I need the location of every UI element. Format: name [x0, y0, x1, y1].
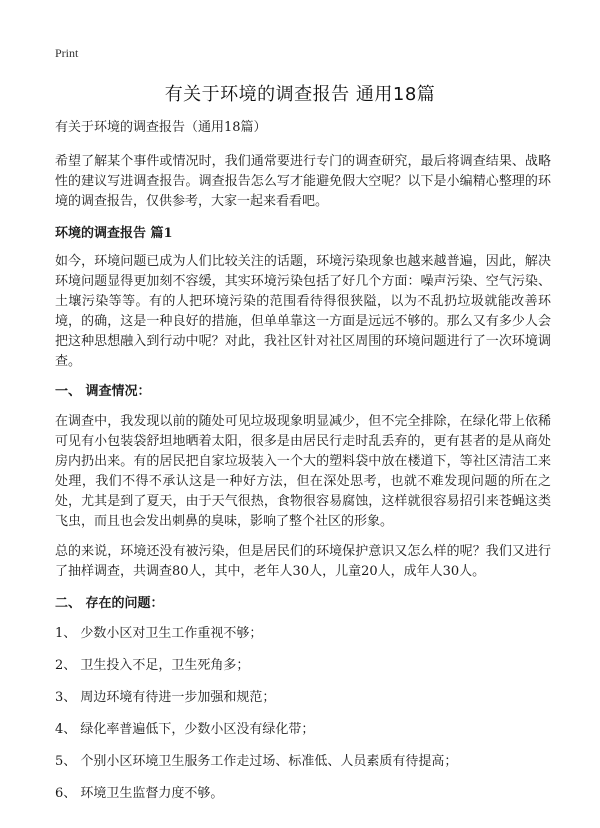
problem-item: 5、 个别小区环境卫生服务工作走过场、标准低、人员素质有待提高； — [55, 754, 458, 769]
problem-item: 6、 环境卫生监督力度不够。 — [55, 786, 224, 801]
paragraph-1: 如今，环境问题已成为人们比较关注的话题，环境污染现象也越来越普遍，因此，解决环境问题显得更加刻不容缓，其实环境污染包括了好几个方面：噪声污染、空气污染、土壤污染等等。有的人把环境污染的范围看待得很狭隘，以为不乱扔垃圾就能改善环境，的确，这是一种良好的措施，但单单靠这一方面是远远不够的。那么又有多少人会把这种思想融入到行动中呢？对此，我社区针对社区周围的环境问题进行了一次环境调查。 — [55, 254, 551, 369]
section-heading-survey: 一、 调查情况： — [55, 384, 151, 399]
intro-paragraph: 希望了解某个事件或情况时，我们通常要进行专门的调查研究，最后将调查结果、战略性的建议写进调查报告。调查报告怎么写才能避免假大空呢？以下是小编精心整理的环境的调查报告，仅供参考，大家一起来看看吧。 — [55, 154, 551, 209]
document-body — [55, 118, 551, 816]
paragraph-2: 在调查中，我发现以前的随处可见垃圾现象明显减少，但不完全排除，在绿化带上依稀可见有小包装袋舒坦地晒着太阳，很多是由居民行走时乱丢弃的，更有甚者的是从商处房内扔出来。有的居民把自家垃圾装入一个大的塑料袋中放在楼道下，等社区清洁工来处理，我们不得不承认这是一种好方法，但在深处思考，也就不难发现问题的所在之处，尤其是到了夏天，由于天气很热，食物很容易腐蚀，这样就很容易招引来苍蝇这类飞虫，而且也会发出刺鼻的臭味，影响了整个社区的形象。 — [55, 414, 551, 529]
problem-item: 3、 周边环境有待进一步加强和规范； — [55, 690, 276, 705]
problem-item: 1、 少数小区对卫生工作重视不够； — [55, 626, 263, 641]
paragraph-3: 总的来说，环境还没有被污染，但是居民们的环境保护意识又怎么样的呢？我们又进行了抽样调查，共调查80人，其中，老年人30人，儿童20人，成年人30人。 — [55, 544, 551, 579]
section-heading-problems: 二、 存在的问题： — [55, 596, 164, 611]
document-subtitle: 有关于环境的调查报告（通用18篇） — [55, 120, 267, 135]
document-title: 有关于环境的调查报告 通用18篇 — [164, 84, 436, 105]
article-heading: 环境的调查报告 篇1 — [55, 226, 173, 241]
print-label[interactable]: Print — [55, 46, 79, 60]
problem-item: 2、 卫生投入不足，卫生死角多； — [55, 658, 250, 673]
problem-item: 4、 绿化率普遍低下，少数小区没有绿化带； — [55, 722, 315, 737]
